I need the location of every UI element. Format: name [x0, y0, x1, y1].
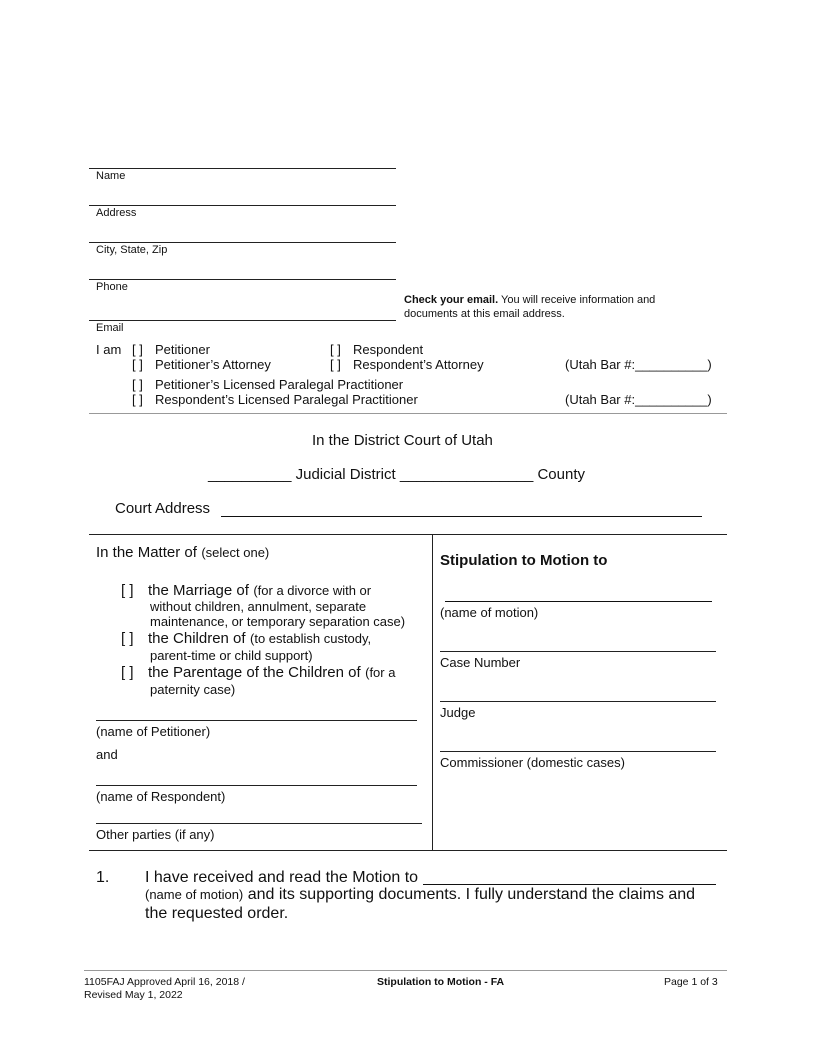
children-label: the Children of [148, 630, 246, 647]
item-text-line-3: the requested order. [145, 905, 289, 922]
marriage-checkbox[interactable]: [ ] [121, 582, 134, 599]
parentage-note-2: paternity case) [150, 682, 236, 697]
caption-top-border [89, 534, 727, 535]
form-id-line-2: Revised May 1, 2022 [84, 989, 183, 1001]
parentage-label: the Parentage of the Children of [148, 664, 361, 681]
name-line[interactable] [89, 168, 396, 169]
judge-line[interactable] [440, 701, 716, 702]
name-label: Name [96, 170, 126, 182]
email-notice-bold: Check your email. [404, 294, 499, 306]
district-label: Judicial District [295, 466, 396, 483]
county-blank[interactable]: ________________ [399, 466, 534, 483]
respondent-name-label: (name of Respondent) [96, 789, 226, 804]
form-id-line-1: 1105FAJ Approved April 16, 2018 / [84, 976, 245, 988]
county-label: County [537, 466, 585, 483]
email-notice-rest: You will receive information and [498, 294, 656, 306]
item-text-line-2-rest: and its supporting documents. I fully understand the claims and [243, 886, 696, 903]
item-motion-note: (name of motion) [145, 887, 244, 902]
city-state-zip-line[interactable] [89, 242, 396, 243]
petitioner-attorney-label: Petitioner’s Attorney [155, 357, 271, 372]
address-label: Address [96, 207, 137, 219]
i-am-label: I am [96, 342, 122, 357]
case-number-label: Case Number [440, 655, 521, 670]
court-address-label: Court Address [115, 500, 211, 517]
petitioner-attorney-checkbox[interactable]: [ ] [132, 357, 143, 372]
email-line[interactable] [89, 320, 396, 321]
children-checkbox[interactable]: [ ] [121, 630, 134, 647]
respondent-checkbox[interactable]: [ ] [330, 342, 341, 357]
select-one-note: (select one) [201, 545, 270, 560]
marriage-option [148, 582, 371, 600]
commissioner-line[interactable] [440, 751, 716, 752]
petitioner-name-label: (name of Petitioner) [96, 724, 211, 739]
item-text-line-2 [145, 886, 695, 904]
page-number: Page 1 of 3 [664, 976, 718, 988]
in-the-matter-of [96, 544, 269, 562]
district-county-line [208, 466, 585, 483]
district-blank[interactable]: __________ [208, 466, 292, 483]
motion-name-label: (name of motion) [440, 605, 539, 620]
respondent-lpp-checkbox[interactable]: [ ] [132, 392, 143, 407]
item-number: 1. [96, 869, 110, 886]
email-notice [404, 293, 655, 321]
petitioner-name-line[interactable] [96, 720, 417, 721]
court-title: In the District Court of Utah [312, 432, 493, 449]
address-line[interactable] [89, 205, 396, 206]
utah-bar-field[interactable]: (Utah Bar #:__________) [565, 357, 712, 372]
commissioner-label: Commissioner (domestic cases) [440, 755, 625, 770]
item-text-line-1: I have received and read the Motion to [145, 869, 419, 886]
petitioner-label: Petitioner [155, 342, 210, 357]
parentage-option [148, 664, 395, 682]
other-parties-label: Other parties (if any) [96, 827, 215, 842]
role-divider [89, 413, 727, 414]
parentage-checkbox[interactable]: [ ] [121, 664, 134, 681]
motion-to-blank[interactable] [423, 884, 716, 885]
parentage-note-1: (for a [365, 665, 396, 680]
phone-label: Phone [96, 281, 128, 293]
in-the-matter-of-label: In the Matter of [96, 544, 197, 561]
form-id [84, 976, 245, 1002]
court-address-line[interactable] [221, 516, 702, 517]
petitioner-checkbox[interactable]: [ ] [132, 342, 143, 357]
email-label: Email [96, 322, 124, 334]
respondent-label: Respondent [353, 342, 424, 357]
respondent-attorney-checkbox[interactable]: [ ] [330, 357, 341, 372]
marriage-label: the Marriage of [148, 582, 249, 599]
petitioner-lpp-label: Petitioner’s Licensed Paralegal Practitioner [155, 377, 404, 392]
marriage-note-2: without children, annulment, separate [150, 599, 367, 614]
caption-divider [432, 534, 433, 850]
city-state-zip-label: City, State, Zip [96, 244, 168, 256]
utah-bar-field-lpp[interactable]: (Utah Bar #:__________) [565, 392, 712, 407]
respondent-lpp-label: Respondent’s Licensed Paralegal Practitioner [155, 392, 418, 407]
marriage-note-1: (for a divorce with or [253, 583, 372, 598]
respondent-name-line[interactable] [96, 785, 417, 786]
children-option [148, 630, 371, 648]
case-number-line[interactable] [440, 651, 716, 652]
and-label: and [96, 747, 118, 762]
respondent-attorney-label: Respondent’s Attorney [353, 357, 484, 372]
judge-label: Judge [440, 705, 476, 720]
footer-divider [84, 970, 727, 971]
caption-bottom-border [89, 850, 727, 851]
marriage-note-3: maintenance, or temporary separation case) [150, 614, 406, 629]
children-note-2: parent-time or child support) [150, 648, 313, 663]
children-note-1: (to establish custody, [250, 631, 372, 646]
footer-form-title: Stipulation to Motion - FA [377, 976, 505, 988]
stipulation-title: Stipulation to Motion to [440, 552, 608, 569]
email-notice-line2: documents at this email address. [404, 308, 565, 320]
phone-line[interactable] [89, 279, 396, 280]
other-parties-line[interactable] [96, 823, 422, 824]
motion-name-line[interactable] [445, 601, 712, 602]
petitioner-lpp-checkbox[interactable]: [ ] [132, 377, 143, 392]
